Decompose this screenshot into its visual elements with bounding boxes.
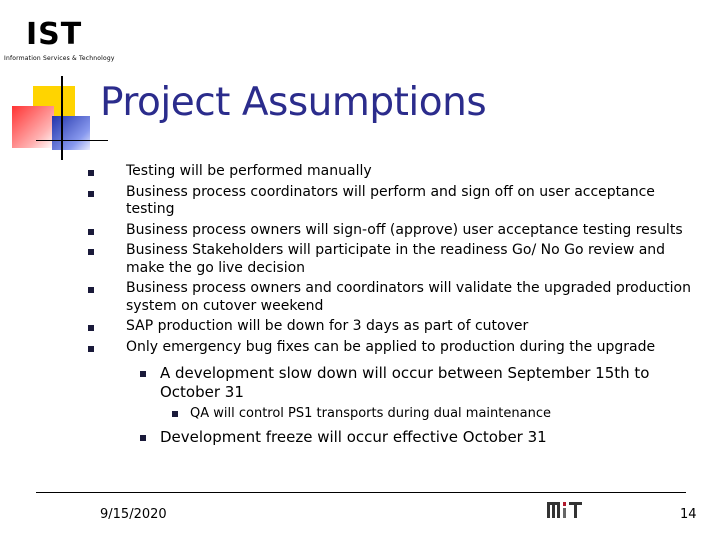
- sub-sub-list-item-text: QA will control PS1 transports during dual maintenance: [190, 406, 551, 421]
- list-item: [126, 163, 706, 181]
- bullet-square-icon: [88, 249, 94, 255]
- bullet-square-icon: [88, 346, 94, 352]
- bullet-square-icon: [140, 435, 146, 441]
- sub-sub-list-item: [190, 406, 551, 422]
- list-item: [126, 318, 706, 336]
- page-number: 14: [680, 507, 697, 522]
- bullet-square-icon: [88, 191, 94, 197]
- list-item: [126, 222, 706, 240]
- list-item-text: Business process owners will sign-off (approve) user acceptance testing results: [126, 221, 683, 238]
- decorative-vertical-line: [61, 76, 63, 160]
- footer-divider: [36, 492, 686, 493]
- decorative-red-square: [12, 106, 54, 148]
- sub-list-item: [160, 364, 690, 402]
- list-item-text: Business Stakeholders will participate in the readiness Go/ No Go review and make the go live decision: [126, 242, 666, 276]
- ist-logo: [4, 17, 115, 66]
- bullet-square-icon: [88, 325, 94, 331]
- list-item-text: SAP production will be down for 3 days as part of cutover: [126, 318, 529, 334]
- list-item-text: Testing will be performed manually: [126, 163, 372, 179]
- footer-date: 9/15/2020: [100, 507, 167, 522]
- sub-list-item-text: A development slow down will occur between September 15th to October 31: [160, 364, 650, 401]
- list-item: [126, 339, 706, 357]
- bullet-list: [126, 163, 706, 359]
- list-item: [126, 280, 706, 315]
- bullet-square-icon: [172, 411, 178, 417]
- list-item-text: Only emergency bug fixes can be applied to production during the upgrade: [126, 338, 656, 355]
- decorative-horizontal-line: [36, 140, 108, 141]
- decorative-blue-square: [52, 116, 90, 150]
- bullet-square-icon: [140, 371, 146, 377]
- bullet-square-icon: [88, 170, 94, 176]
- ist-logo-mark: IST: [26, 17, 83, 52]
- slide-title: Project Assumptions: [100, 80, 487, 125]
- bullet-square-icon: [88, 229, 94, 235]
- list-item: [126, 242, 706, 277]
- list-item-text: Business process coordinators will perform and sign off on user acceptance testing: [126, 183, 655, 217]
- sub-list-item: [160, 428, 690, 447]
- list-item: [126, 184, 706, 219]
- ist-logo-subtitle: Information Services & Technology: [4, 55, 115, 62]
- mit-logo: [547, 500, 587, 520]
- bullet-square-icon: [88, 287, 94, 293]
- list-item-text: Business process owners and coordinators will validate the upgraded production system on cutover weekend: [126, 280, 691, 314]
- sub-list-item-text: Development freeze will occur effective October 31: [160, 428, 547, 446]
